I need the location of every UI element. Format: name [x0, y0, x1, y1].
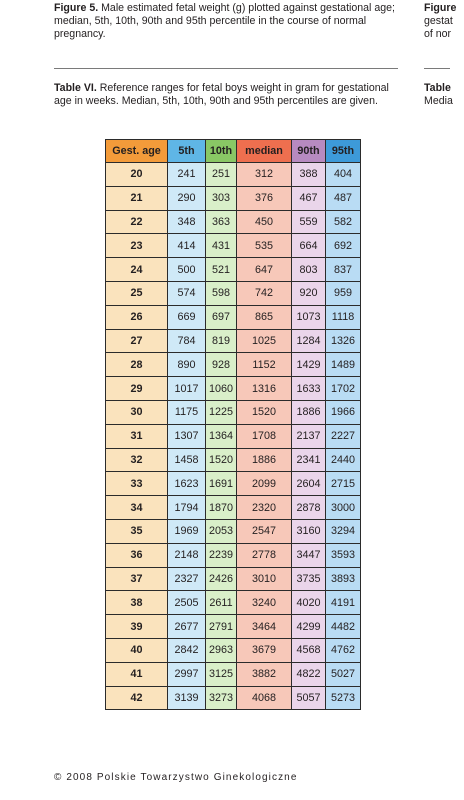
- cell-p5: 2505: [168, 591, 206, 615]
- cell-p10: 2426: [206, 567, 237, 591]
- table-row: [106, 424, 361, 448]
- table-row: [106, 353, 361, 377]
- table-row: [106, 377, 361, 401]
- cell-p10: 819: [206, 329, 237, 353]
- cell-p10: 2791: [206, 615, 237, 639]
- cell-p10: 598: [206, 281, 237, 305]
- cell-p95: 2440: [326, 448, 361, 472]
- cell-p90: 467: [292, 186, 326, 210]
- cell-p90: 803: [292, 258, 326, 282]
- figure-5-caption: [54, 2, 399, 41]
- cell-p90: 1073: [292, 305, 326, 329]
- cell-p10: 1060: [206, 377, 237, 401]
- cell-p90: 4020: [292, 591, 326, 615]
- table-body: [106, 163, 361, 710]
- cell-gest-age: 32: [106, 448, 168, 472]
- fetal-weight-table-container: [105, 139, 361, 710]
- cell-gest-age: 36: [106, 543, 168, 567]
- header-gest-age: Gest. age: [106, 140, 168, 163]
- cell-median: 2099: [237, 472, 292, 496]
- cell-p5: 1175: [168, 400, 206, 424]
- cell-p5: 2842: [168, 638, 206, 662]
- cell-p10: 928: [206, 353, 237, 377]
- table-row: [106, 163, 361, 187]
- table-header-row: [106, 140, 361, 163]
- cell-gest-age: 38: [106, 591, 168, 615]
- table-row: [106, 234, 361, 258]
- cell-gest-age: 21: [106, 186, 168, 210]
- cell-p10: 2963: [206, 638, 237, 662]
- cell-p95: 4762: [326, 638, 361, 662]
- cell-gest-age: 28: [106, 353, 168, 377]
- cell-p5: 414: [168, 234, 206, 258]
- right-table-line-1: Table: [424, 82, 451, 94]
- table-row: [106, 615, 361, 639]
- cell-p90: 2341: [292, 448, 326, 472]
- header-95th: 95th: [326, 140, 361, 163]
- table-row: [106, 305, 361, 329]
- cell-p5: 1794: [168, 496, 206, 520]
- cell-median: 3464: [237, 615, 292, 639]
- cell-p90: 1886: [292, 400, 326, 424]
- cell-median: 865: [237, 305, 292, 329]
- cell-p90: 4822: [292, 662, 326, 686]
- cell-p10: 1691: [206, 472, 237, 496]
- cell-p90: 1284: [292, 329, 326, 353]
- cell-median: 312: [237, 163, 292, 187]
- table-row: [106, 638, 361, 662]
- table-row: [106, 686, 361, 710]
- cell-p95: 2227: [326, 424, 361, 448]
- table-row: [106, 519, 361, 543]
- cell-p95: 3294: [326, 519, 361, 543]
- cell-p90: 1429: [292, 353, 326, 377]
- figure-5-label: Figure 5.: [54, 2, 99, 14]
- cell-gest-age: 41: [106, 662, 168, 686]
- cell-p10: 2053: [206, 519, 237, 543]
- cell-median: 3882: [237, 662, 292, 686]
- cell-p10: 521: [206, 258, 237, 282]
- cell-median: 2320: [237, 496, 292, 520]
- cell-p10: 2239: [206, 543, 237, 567]
- cell-p5: 1017: [168, 377, 206, 401]
- cell-p5: 2997: [168, 662, 206, 686]
- cell-p10: 697: [206, 305, 237, 329]
- cell-p95: 2715: [326, 472, 361, 496]
- figure-5-text: Male estimated fetal weight (g) plotted against gestational age; median, 5th, 10th, 90th and 95th percentile in the course of normal pregnancy.: [54, 2, 395, 40]
- cell-gest-age: 39: [106, 615, 168, 639]
- cell-median: 742: [237, 281, 292, 305]
- cell-median: 376: [237, 186, 292, 210]
- cell-p5: 348: [168, 210, 206, 234]
- cell-p10: 1870: [206, 496, 237, 520]
- table-row: [106, 329, 361, 353]
- table-row: [106, 591, 361, 615]
- cell-gest-age: 25: [106, 281, 168, 305]
- cell-p5: 784: [168, 329, 206, 353]
- cell-p95: 3893: [326, 567, 361, 591]
- cell-p5: 241: [168, 163, 206, 187]
- cell-median: 1520: [237, 400, 292, 424]
- cell-p90: 388: [292, 163, 326, 187]
- table-row: [106, 210, 361, 234]
- cell-p10: 3273: [206, 686, 237, 710]
- section-divider: [54, 68, 398, 69]
- cell-p90: 1633: [292, 377, 326, 401]
- cell-gest-age: 40: [106, 638, 168, 662]
- cell-p95: 4191: [326, 591, 361, 615]
- right-figure-line-3: of nor: [424, 28, 452, 40]
- cell-p5: 500: [168, 258, 206, 282]
- cell-median: 535: [237, 234, 292, 258]
- cell-gest-age: 23: [106, 234, 168, 258]
- cell-p5: 669: [168, 305, 206, 329]
- right-figure-line-2: gestat: [424, 15, 453, 27]
- cell-gest-age: 29: [106, 377, 168, 401]
- cell-p95: 1489: [326, 353, 361, 377]
- cell-median: 450: [237, 210, 292, 234]
- header-5th: 5th: [168, 140, 206, 163]
- table-row: [106, 662, 361, 686]
- cell-p90: 920: [292, 281, 326, 305]
- copyright-footer: © 2008 Polskie Towarzystwo Ginekologiczne: [54, 772, 298, 783]
- right-figure-line-1: Figure: [424, 2, 457, 14]
- cell-median: 2778: [237, 543, 292, 567]
- cell-median: 4068: [237, 686, 292, 710]
- cell-median: 647: [237, 258, 292, 282]
- cell-p95: 1118: [326, 305, 361, 329]
- header-90th: 90th: [292, 140, 326, 163]
- table-row: [106, 400, 361, 424]
- cell-p95: 582: [326, 210, 361, 234]
- cell-gest-age: 26: [106, 305, 168, 329]
- cell-gest-age: 22: [106, 210, 168, 234]
- cell-p95: 1702: [326, 377, 361, 401]
- cell-gest-age: 30: [106, 400, 168, 424]
- header-10th: 10th: [206, 140, 237, 163]
- table-6-caption: [54, 82, 399, 108]
- cell-p10: 2611: [206, 591, 237, 615]
- cell-p5: 1969: [168, 519, 206, 543]
- table-row: [106, 448, 361, 472]
- table-row: [106, 472, 361, 496]
- cell-p95: 692: [326, 234, 361, 258]
- cell-p10: 251: [206, 163, 237, 187]
- cell-p10: 1520: [206, 448, 237, 472]
- table-row: [106, 281, 361, 305]
- right-section-divider: [424, 68, 450, 69]
- cell-median: 1316: [237, 377, 292, 401]
- cell-p90: 4568: [292, 638, 326, 662]
- cell-median: 1152: [237, 353, 292, 377]
- cell-p10: 431: [206, 234, 237, 258]
- table-row: [106, 543, 361, 567]
- cell-median: 3010: [237, 567, 292, 591]
- table-6-text: Reference ranges for fetal boys weight in gram for gestational age in weeks. Median, 5th, 10th, 90th and 95th percentiles are given.: [54, 82, 389, 107]
- cell-median: 3240: [237, 591, 292, 615]
- table-6-label: Table VI.: [54, 82, 97, 94]
- cell-p90: 2604: [292, 472, 326, 496]
- cell-p90: 2878: [292, 496, 326, 520]
- cell-p95: 4482: [326, 615, 361, 639]
- cell-p95: 487: [326, 186, 361, 210]
- cell-gest-age: 34: [106, 496, 168, 520]
- cell-p10: 1225: [206, 400, 237, 424]
- cell-gest-age: 20: [106, 163, 168, 187]
- cell-p95: 3593: [326, 543, 361, 567]
- cell-median: 3679: [237, 638, 292, 662]
- cell-median: 2547: [237, 519, 292, 543]
- cell-p90: 2137: [292, 424, 326, 448]
- cell-p90: 3160: [292, 519, 326, 543]
- fetal-weight-table: [105, 139, 361, 710]
- cell-p10: 1364: [206, 424, 237, 448]
- header-median: median: [237, 140, 292, 163]
- table-row: [106, 567, 361, 591]
- cell-p95: 3000: [326, 496, 361, 520]
- cell-p95: 959: [326, 281, 361, 305]
- cell-p10: 363: [206, 210, 237, 234]
- cell-gest-age: 27: [106, 329, 168, 353]
- cell-median: 1025: [237, 329, 292, 353]
- cell-p5: 2677: [168, 615, 206, 639]
- table-row: [106, 258, 361, 282]
- cell-gest-age: 42: [106, 686, 168, 710]
- cell-p90: 664: [292, 234, 326, 258]
- cell-p95: 1326: [326, 329, 361, 353]
- cell-p90: 3447: [292, 543, 326, 567]
- table-row: [106, 496, 361, 520]
- cell-p10: 3125: [206, 662, 237, 686]
- cell-p90: 4299: [292, 615, 326, 639]
- cell-gest-age: 35: [106, 519, 168, 543]
- cell-p95: 5273: [326, 686, 361, 710]
- right-column-figure-caption: [424, 2, 464, 41]
- table-row: [106, 186, 361, 210]
- cell-gest-age: 33: [106, 472, 168, 496]
- cell-p10: 303: [206, 186, 237, 210]
- cell-p90: 559: [292, 210, 326, 234]
- cell-p5: 890: [168, 353, 206, 377]
- cell-gest-age: 37: [106, 567, 168, 591]
- cell-gest-age: 24: [106, 258, 168, 282]
- cell-p5: 2148: [168, 543, 206, 567]
- cell-median: 1886: [237, 448, 292, 472]
- cell-p95: 837: [326, 258, 361, 282]
- cell-median: 1708: [237, 424, 292, 448]
- cell-p5: 1458: [168, 448, 206, 472]
- right-table-line-2: Media: [424, 95, 453, 107]
- cell-p5: 3139: [168, 686, 206, 710]
- cell-p5: 1623: [168, 472, 206, 496]
- cell-p5: 290: [168, 186, 206, 210]
- cell-p90: 5057: [292, 686, 326, 710]
- right-column-table-caption: [424, 82, 464, 108]
- cell-p95: 404: [326, 163, 361, 187]
- cell-p5: 1307: [168, 424, 206, 448]
- cell-p5: 2327: [168, 567, 206, 591]
- cell-p90: 3735: [292, 567, 326, 591]
- cell-p95: 1966: [326, 400, 361, 424]
- cell-gest-age: 31: [106, 424, 168, 448]
- cell-p95: 5027: [326, 662, 361, 686]
- cell-p5: 574: [168, 281, 206, 305]
